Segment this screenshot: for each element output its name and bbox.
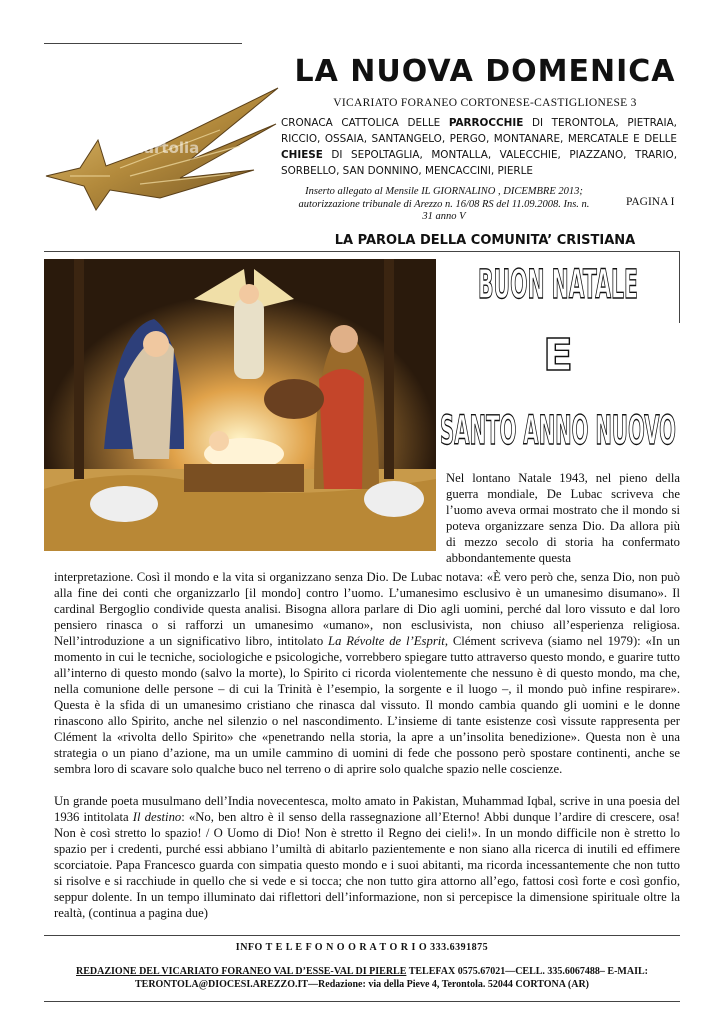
footer-top-rule: [44, 935, 680, 936]
headline-line-3: SANTO ANNO NUOVO: [440, 408, 676, 454]
comet-star-logo: [40, 50, 286, 250]
newspaper-title: LA NUOVA DOMENICA: [294, 54, 676, 89]
headline-line-1: BUON NATALE: [478, 262, 638, 308]
christmas-headline: [436, 252, 680, 472]
cronaca-description: CRONACA CATTOLICA DELLE PARROCCHIE DI TERONTOLA, PIETRAIA, RICCIO, OSSAIA, SANTANGELO, PERGO, MONTANARE, MERCATALE E DELLE CHIESE DI SEPOLTAGLIA, MONTALLA, VALECCHIE, PIAZZANO, TRARIO, SORBELLO, SAN DONNINO, MENCACCINI, PIERLE: [281, 117, 677, 177]
footer-bottom-rule: [44, 1001, 680, 1002]
nativity-image: [44, 259, 436, 551]
page-number: PAGINA I: [626, 196, 675, 208]
watermark-text: cartolia: [135, 139, 200, 157]
article-paragraph-2: Un grande poeta musulmano dell’India novecentesca, molto amato in Pakistan, Muhammad Iqbal, scrive in una poesia del 1936 intitolata Il destino: «No, ben altro è il senso della rassegnazione all’Eterno! Abbi dunque l’ardire di crescere, osa! Non è così stretto lo spazio! / O Uomo di Dio! Non è stretto il Regno dei cieli!». In un mondo difficile non è stretto lo spazio per i credenti, purché essi abbiano l’umiltà di abitarlo pazientemente e non siano alla ricerca di inutili ed effimere scorciatoie. Papa Francesco guarda con simpatia questo mondo e i suoi abitanti, ma ricorda incessantemente che non tutto si risolve e si racchiude in quello che si vede e si tocca; che non tutto gira attorno all’ego, fattosi così forte e così gonfio, seppur dolente. In un tempo illuminato dai riflettori dell’informazione, non si percepisce la dimensione spirituale oltre la realtà, (continua a pagina due): [54, 794, 680, 920]
article-body: [54, 569, 680, 937]
footer-redazione: REDAZIONE DEL VICARIATO FORANEO VAL D’ESSE-VAL DI PIERLE TELEFAX 0575.67021—CELL. 335.6067488– E-MAIL: TERONTOLA@DIOCESI.AREZZO.IT—Redazione: via della Pieve 4, Terontola. 52044 CORTONA (AR): [76, 966, 648, 990]
article-intro: Nel lontano Natale 1943, nel pieno della guerra mondiale, De Lubac scriveva che l’uomo aveva ormai mostrato che il mondo si poteva organizzare senza Dio. Da allora più di mezzo secolo di storia ha confermato abbondantemente questa: [446, 471, 680, 565]
section-heading: LA PAROLA DELLA COMUNITA’ CRISTIANA: [334, 233, 636, 248]
footer-info: INFO T E L E F O N O O R A T O R I O 333.6391875: [235, 942, 489, 953]
article-paragraph-1: interpretazione. Così il mondo e la vita si organizzano senza Dio. De Lubac notava: «È vero però che, senza Dio, non può alla fine dei conti che organizzarlo [il mondo] contro l’uomo. L’umanesimo esclusivo è un umanesimo disumano». Il cardinal Bergoglio condivide questa analisi. Bisogna allora parlare di Dio agli uomini, perché dal loro vissuto e dal loro pensiero rinasca o si rafforzi un umanesimo «umano», non esclusivista, non chiuso all’esperienza religiosa. Nell’introduzione a un significativo libro, intitolato La Révolte de l’Esprit, Clément scriveva (siamo nel 1979): «In un momento in cui le tecniche, sociologiche e psicologiche, vorrebbero spiegare tutto attraverso questo mondo, e guarire tutto all’interno di questo mondo (salvo la morte), lo Spirito ci ricorda violentemente che nessuno è di questo mondo, ma che, nella comunione delle persone – di cui la Trinità è l’esempio, la sorgente e il luogo –, il mondo può infine respirare». Questa è la sfida di un umanesimo cristiano che rinasca dal vissuto. Il mondo cambia quando gli uomini e le donne rinascono allo Spirito, anche nel silenzio o nel nascondimento. L’insieme di tante esistenze così vissute rappresenta per Clément la «rivolta dello Spirito» che «penetrando nella storia, la apre a un’insolita benedizione». Questa non è una strategia o un piano d’azione, ma un umile cammino di uomini di fede che possono però spostare continenti, anche se sembra loro di scavare solo qualche buco nel terreno o di aprire solo qualche spazio nelle coscienze.: [54, 570, 681, 776]
vicariato-subtitle: VICARIATO FORANEO CORTONESE-CASTIGLIONESE 3: [333, 97, 637, 109]
inserto-note: Inserto allegato al Mensile IL GIORNALINO , DICEMBRE 2013; autorizzazione tribunale di Arezzo n. 16/08 RS del 11.09.2008. Ins. n. 31 anno V: [298, 186, 590, 222]
headline-line-2: E: [542, 330, 574, 381]
top-rule: [44, 43, 242, 44]
